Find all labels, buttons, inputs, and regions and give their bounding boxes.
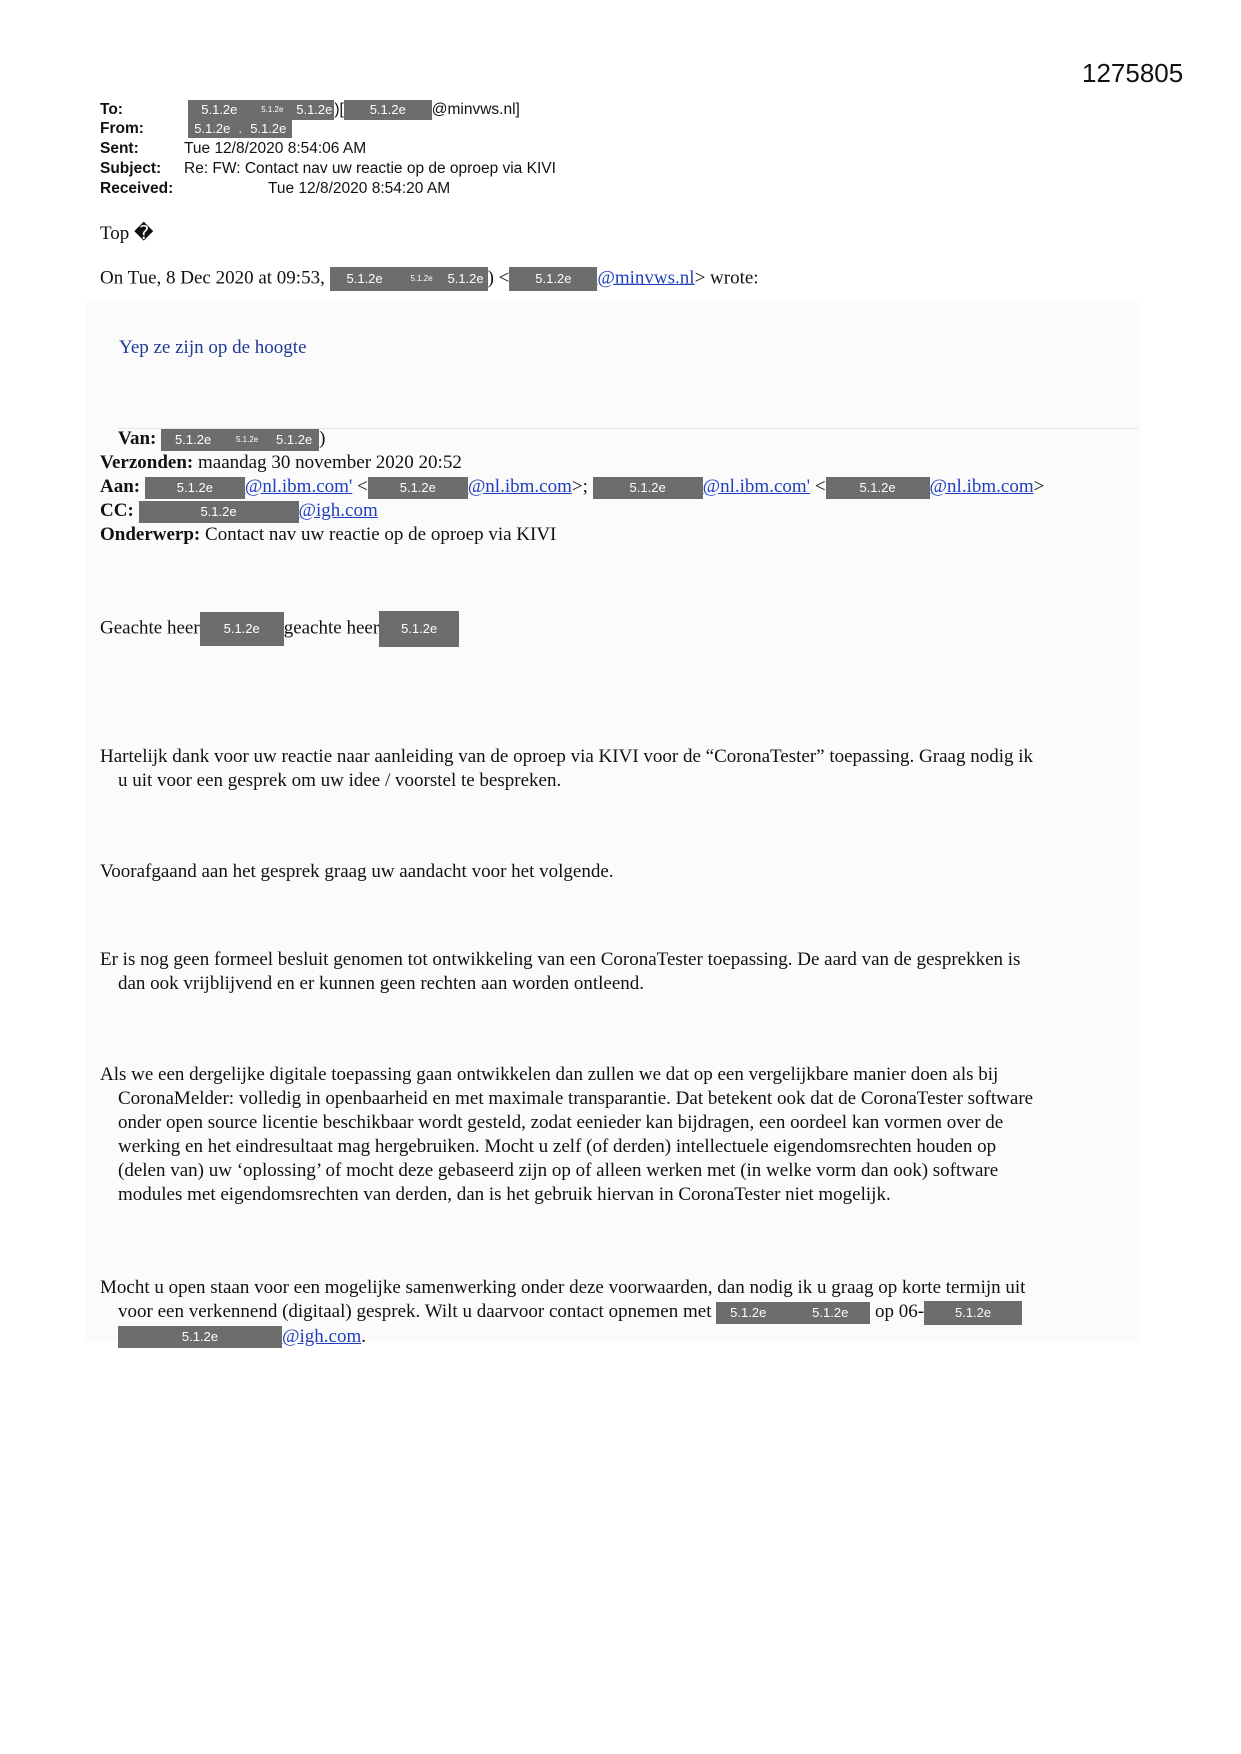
wrote-suffix: > wrote: bbox=[694, 267, 759, 289]
forward-cc-label: CC: bbox=[100, 500, 134, 521]
redaction-block: 5.1.2e bbox=[188, 120, 236, 138]
forward-van-label: Van: bbox=[118, 428, 157, 449]
paragraph-1-line-2: u uit voor een gesprek om uw idee / voorstel te bespreken. bbox=[118, 770, 562, 791]
header-sent-label: Sent: bbox=[100, 140, 139, 157]
reply-text: Top � bbox=[100, 223, 154, 244]
document-number: 1275805 bbox=[1082, 58, 1184, 88]
paragraph-5-line-2 bbox=[100, 1300, 1140, 1325]
aan-email-1[interactable]: @nl.ibm.com' bbox=[244, 476, 353, 497]
forward-cc-row bbox=[100, 500, 378, 523]
forward-van-row: Van: 5.1.2e 5.1.2e 5.1.2e ) bbox=[118, 428, 326, 449]
aan-email-4[interactable]: @nl.ibm.com bbox=[929, 476, 1034, 497]
redaction-block: 5.1.2e bbox=[188, 100, 250, 120]
redaction-block: 5.1.2e bbox=[368, 477, 468, 499]
forward-aan-label: Aan: bbox=[100, 476, 141, 497]
header-to-row: To: 5.1.2e 5.1.2e 5.1.2e )[ 5.1.2e @minvws.nl] bbox=[100, 101, 520, 119]
paragraph-1-line-1: Hartelijk dank voor uw reactie naar aanleiding van de oproep via KIVI voor de “CoronaTester” toepassing. Graag nodig ik bbox=[100, 746, 1034, 767]
redaction-block: 5.1.2e bbox=[244, 120, 292, 138]
paragraph-4-line-4: werking en het eindresultaat mag hergebruiken. Mocht u zelf (of derden) intellectuele eigendomsrechten houden op bbox=[118, 1136, 997, 1157]
paragraph-4-line-6: modules met eigendomsrechten van derden, dan is het gebruik hiervan in CoronaTester niet mogelijk. bbox=[118, 1184, 891, 1205]
salutation-part-1: Geachte heer bbox=[100, 617, 200, 639]
paragraph-5-end: . bbox=[361, 1325, 366, 1347]
header-subject-row bbox=[100, 160, 556, 178]
contact-email-link[interactable]: @igh.com bbox=[282, 1325, 362, 1347]
forward-aan-row: Aan: 5.1.2e @nl.ibm.com' < 5.1.2e @nl.ibm.com>; 5.1.2e @nl.ibm.com' < 5.1.2e @nl.ibm.com> bbox=[100, 476, 1045, 497]
forward-verzonden-row bbox=[100, 452, 462, 474]
salutation-part-2: geachte heer bbox=[283, 617, 380, 639]
paragraph-5-line-3 bbox=[100, 1325, 1140, 1349]
header-subject-label: Subject: bbox=[100, 160, 162, 177]
cc-email[interactable]: @igh.com bbox=[298, 500, 378, 521]
paragraph-4-line-5: (delen van) uw ‘oplossing’ of mocht deze gebaseerd zijn op of alleen werken met (in welke vorm dan ook) software bbox=[118, 1160, 999, 1181]
paragraph-4-line-3: onder open source licentie beschikbaar wordt gesteld, zodat eenieder kan bijdragen, een oordeel kan vormen over de bbox=[118, 1112, 1004, 1133]
redaction-block: 5.1.2e bbox=[330, 267, 400, 291]
header-subject-value: Re: FW: Contact nav uw reactie op de oproep via KIVI bbox=[184, 160, 556, 177]
header-sent-row bbox=[100, 140, 366, 158]
redaction-block: 5.1.2e bbox=[593, 477, 703, 499]
paragraph-3-line-1: Er is nog geen formeel besluit genomen tot ontwikkeling van een CoronaTester toepassing. De aard van de gesprekken is bbox=[100, 949, 1021, 970]
forward-onderwerp-value: Contact nav uw reactie op de oproep via KIVI bbox=[205, 524, 557, 545]
forward-verzonden-label: Verzonden: bbox=[100, 452, 194, 473]
paragraph-3-line-2: dan ook vrijblijvend en er kunnen geen rechten aan worden ontleend. bbox=[118, 973, 645, 994]
paragraph-5-line-2a: voor een verkennend (digitaal) gesprek. Wilt u daarvoor contact opnemen met bbox=[118, 1301, 712, 1322]
redaction-block: 5.1.2e bbox=[118, 1326, 282, 1348]
paragraph-5-line-1: Mocht u open staan voor een mogelijke samenwerking onder deze voorwaarden, dan nodig ik u graag op korte termijn uit bbox=[100, 1277, 1026, 1298]
paragraph-1 bbox=[100, 745, 1140, 793]
header-to-label: To: bbox=[100, 101, 123, 119]
redaction-block: 5.1.2e bbox=[344, 100, 432, 120]
paragraph-5-line-2b: op 06- bbox=[874, 1301, 925, 1322]
wrote-email-link[interactable]: @minvws.nl bbox=[597, 267, 695, 289]
redaction-block: 5.1.2e bbox=[716, 1302, 780, 1324]
paragraph-3 bbox=[100, 948, 1140, 996]
aan-email-3[interactable]: @nl.ibm.com' bbox=[702, 476, 811, 497]
salutation bbox=[100, 611, 459, 647]
redaction-block: 5.1.2e bbox=[139, 501, 299, 523]
forward-verzonden-value: maandag 30 november 2020 20:52 bbox=[198, 452, 462, 473]
header-from-label: From: bbox=[100, 120, 144, 138]
header-to-suffix: @minvws.nl] bbox=[431, 101, 520, 119]
redaction-block: 5.1.2e bbox=[161, 429, 225, 451]
redaction-block: 5.1.2e bbox=[924, 1301, 1022, 1325]
header-received-row bbox=[100, 180, 450, 198]
header-received-value: Tue 12/8/2020 8:54:20 AM bbox=[268, 180, 451, 197]
paragraph-4-line-2: CoronaMelder: volledig in openbaarheid en met maximale transparantie. Dat betekent ook dat de CoronaTester software bbox=[118, 1088, 1034, 1109]
forward-onderwerp-row bbox=[100, 524, 556, 546]
paragraph-2: Voorafgaand aan het gesprek graag uw aandacht voor het volgende. bbox=[100, 861, 614, 882]
paragraph-4 bbox=[100, 1063, 1140, 1207]
forward-onderwerp-label: Onderwerp: bbox=[100, 524, 201, 545]
header-from-row: From: 5.1.2e . 5.1.2e bbox=[100, 120, 292, 138]
header-received-label: Received: bbox=[100, 180, 174, 197]
redaction-block: 5.1.2e bbox=[826, 477, 930, 499]
redaction-block: 5.1.2e bbox=[379, 611, 459, 647]
redaction-block: 5.1.2e bbox=[269, 429, 319, 451]
paragraph-4-line-1: Als we een dergelijke digitale toepassing gaan ontwikkelen dan zullen we dat op een vergelijkbare manier doen als bij bbox=[100, 1064, 999, 1085]
header-sent-value: Tue 12/8/2020 8:54:06 AM bbox=[184, 140, 367, 157]
redaction-block: 5.1.2e bbox=[790, 1302, 870, 1324]
wrote-line: On Tue, 8 Dec 2020 at 09:53, 5.1.2e 5.1.2e 5.1.2e ) < 5.1.2e @minvws.nl> wrote: bbox=[100, 267, 759, 291]
redaction-block: 5.1.2e bbox=[225, 429, 269, 451]
quoted-reply-text: Yep ze zijn op de hoogte bbox=[119, 337, 307, 358]
redaction-block: 5.1.2e bbox=[509, 267, 597, 291]
aan-email-2[interactable]: @nl.ibm.com bbox=[467, 476, 572, 497]
wrote-prefix: On Tue, 8 Dec 2020 at 09:53, bbox=[100, 267, 325, 289]
redaction-block: 5.1.2e bbox=[400, 267, 444, 291]
redaction-block: 5.1.2e bbox=[294, 100, 334, 120]
redaction-block: 5.1.2e bbox=[200, 612, 284, 646]
redaction-block: 5.1.2e bbox=[250, 100, 294, 120]
redaction-block: 5.1.2e bbox=[145, 477, 245, 499]
paragraph-5 bbox=[100, 1276, 1140, 1349]
redaction-block: 5.1.2e bbox=[444, 267, 488, 291]
